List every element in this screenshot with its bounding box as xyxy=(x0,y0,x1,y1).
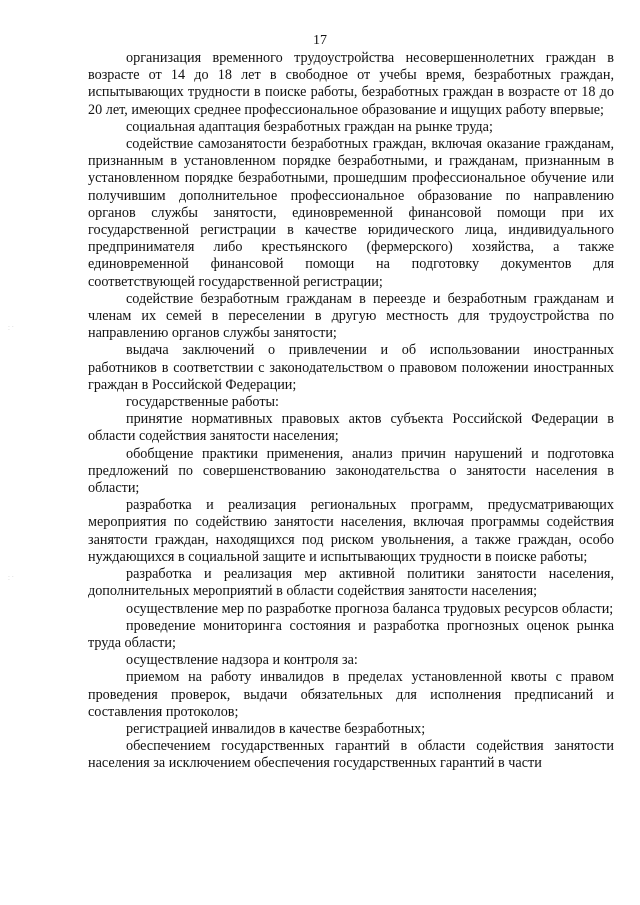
paragraph: разработка и реализация мер активной политики занятости населения, дополнительных мероприятий в области содействия занятости населения; xyxy=(88,566,614,600)
paragraph: разработка и реализация региональных программ, предусматривающих мероприятия по содействию занятости населения, включая программы содействия занятости граждан, находящихся под риском увольнения, а также граждан, особо нуждающихся в социальной защите и испытывающих трудности в поиске работы; xyxy=(88,497,614,565)
paragraph: проведение мониторинга состояния и разработка прогнозных оценок рынка труда области; xyxy=(88,617,614,651)
paragraph: осуществление мер по разработке прогноза баланса трудовых ресурсов области; xyxy=(126,600,614,617)
document-body xyxy=(88,50,614,773)
paragraph: приемом на работу инвалидов в пределах установленной квоты с правом проведения проверок, выдачи обязательных для исполнения предписаний и составления протоколов; xyxy=(88,669,614,720)
paragraph: содействие самозанятости безработных граждан, включая оказание гражданам, признанным в установленном порядке безработными, и гражданам, признанным в установленном порядке безработными, прошедшим профессиональное обучение или получившим дополнительное профессиональное образование по направлению органов службы занятости, единовременной финансовой помощи при их государственной регистрации в качестве юридического лица, индивидуального предпринимателя либо крестьянского (фермерского) хозяйства, а также единовременной финансовой помощи на подготовку документов для соответствующей государственной регистрации; xyxy=(88,136,614,290)
paragraph: социальная адаптация безработных граждан на рынке труда; xyxy=(126,118,493,135)
paragraph: обобщение практики применения, анализ причин нарушений и подготовка предложений по совершенствованию законодательства о занятости населения в области; xyxy=(88,445,614,497)
scan-margin-mark: · · · xyxy=(8,574,14,584)
paragraph: организация временного трудоустройства несовершеннолетних граждан в возрасте от 14 до 18 лет в свободное от учебы время, безработных граждан, испытывающих трудности в поиске работы, безработных граждан в возрасте от 18 до 20 лет, имеющих среднее профессиональное образование и ищущих работу впервые; xyxy=(88,50,614,118)
paragraph: осуществление надзора и контроля за: xyxy=(126,652,358,669)
page-number: 17 xyxy=(313,33,327,48)
paragraph: содействие безработным гражданам в переезде и безработным гражданам и членам их семей в переселении в другую местность для трудоустройства по направлению органов службы занятости; xyxy=(88,290,614,342)
paragraph: государственные работы: xyxy=(126,394,279,411)
paragraph: выдача заключений о привлечении и об использовании иностранных работников в соответствии с законодательством о правовом положении иностранных граждан в Российской Федерации; xyxy=(88,342,614,393)
scan-margin-mark: · · · xyxy=(8,324,14,334)
paragraph: принятие нормативных правовых актов субъекта Российской Федерации в области содействия занятости населения; xyxy=(88,411,614,445)
paragraph: регистрацией инвалидов в качестве безработных; xyxy=(126,720,426,737)
paragraph: обеспечением государственных гарантий в области содействия занятости населения за исключением обеспечения государственных гарантий в части xyxy=(88,738,614,772)
